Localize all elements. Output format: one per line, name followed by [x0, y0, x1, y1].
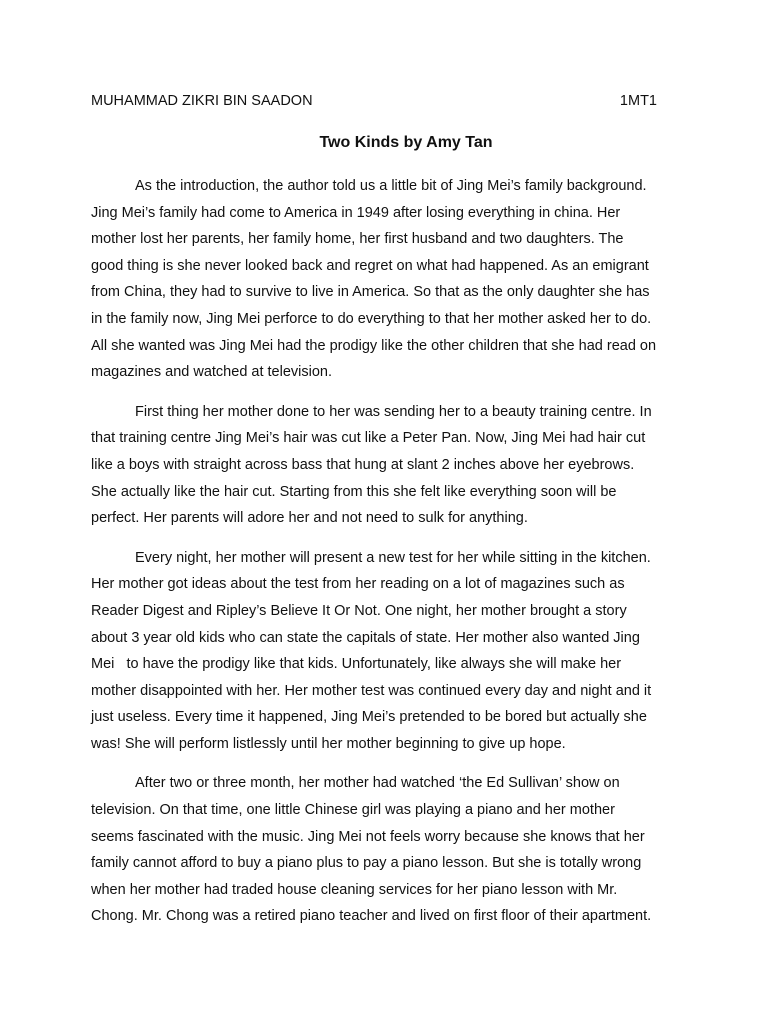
text-line: Reader Digest and Ripley’s Believe It Or Not. One night, her mother brought a story [91, 602, 627, 619]
paragraph [91, 173, 679, 386]
text-line: Her mother got ideas about the test from her reading on a lot of magazines such as [91, 576, 625, 593]
text-line: like a boys with straight across bass that hung at slant 2 inches above her eyebrows. [91, 456, 635, 473]
text-line: After two or three month, her mother had watched ‘the Ed Sullivan’ show on [135, 775, 620, 792]
text-line: magazines and watched at television. [91, 364, 333, 381]
text-line: She actually like the hair cut. Starting from this she felt like everything soon will be [91, 483, 617, 500]
text-line: was! She will perform listlessly until her mother beginning to give up hope. [91, 735, 566, 752]
class-code: 1MT1 [619, 93, 657, 109]
text-line: family cannot afford to buy a piano plus to pay a piano lesson. But she is totally wrong [91, 855, 642, 872]
text-line: mother disappointed with her. Her mother test was continued every day and night and it [91, 682, 652, 699]
text-line: Mei to have the prodigy like that kids. Unfortunately, like always she will make her [91, 656, 622, 673]
document-title: Two Kinds by Amy Tan [319, 134, 493, 151]
text-line: from China, they had to survive to live in America. So that as the only daughter she has [91, 284, 650, 301]
text-line: All she wanted was Jing Mei had the prodigy like the other children that she had read on [91, 337, 657, 354]
text-line: in the family now, Jing Mei perforce to do everything to that her mother asked her to do. [91, 310, 652, 327]
paragraph [91, 770, 679, 930]
text-line: that training centre Jing Mei’s hair was cut like a Peter Pan. Now, Jing Mei had hair cut [91, 430, 646, 447]
document-body [91, 173, 679, 943]
text-line: television. On that time, one little Chinese girl was playing a piano and her mother [91, 802, 615, 819]
text-line: Every night, her mother will present a new test for her while sitting in the kitchen. [135, 549, 651, 566]
text-line: seems fascinated with the music. Jing Mei not feels worry because she knows that her [91, 828, 645, 845]
text-line: about 3 year old kids who can state the capitals of state. Her mother also wanted Jing [91, 629, 640, 646]
text-line: just useless. Every time it happened, Jing Mei’s pretended to be bored but actually she [91, 709, 647, 726]
text-line: mother lost her parents, her family home, her first husband and two daughters. The [91, 231, 624, 248]
text-line: when her mother had traded house cleaning services for her piano lesson with Mr. [91, 881, 618, 898]
text-line: perfect. Her parents will adore her and not need to sulk for anything. [91, 510, 528, 527]
text-line: As the introduction, the author told us a little bit of Jing Mei’s family background. [135, 178, 647, 194]
student-name: MUHAMMAD ZIKRI BIN SAADON [91, 93, 313, 109]
text-line: Jing Mei’s family had come to America in 1949 after losing everything in china. Her [91, 204, 621, 221]
paragraph [91, 545, 679, 758]
paragraph [91, 399, 679, 532]
text-line: good thing is she never looked back and regret on what had happened. As an emigrant [91, 257, 649, 274]
text-line: Chong. Mr. Chong was a retired piano teacher and lived on first floor of their apartment. [91, 908, 652, 925]
text-line: First thing her mother done to her was sending her to a beauty training centre. In [135, 403, 652, 420]
